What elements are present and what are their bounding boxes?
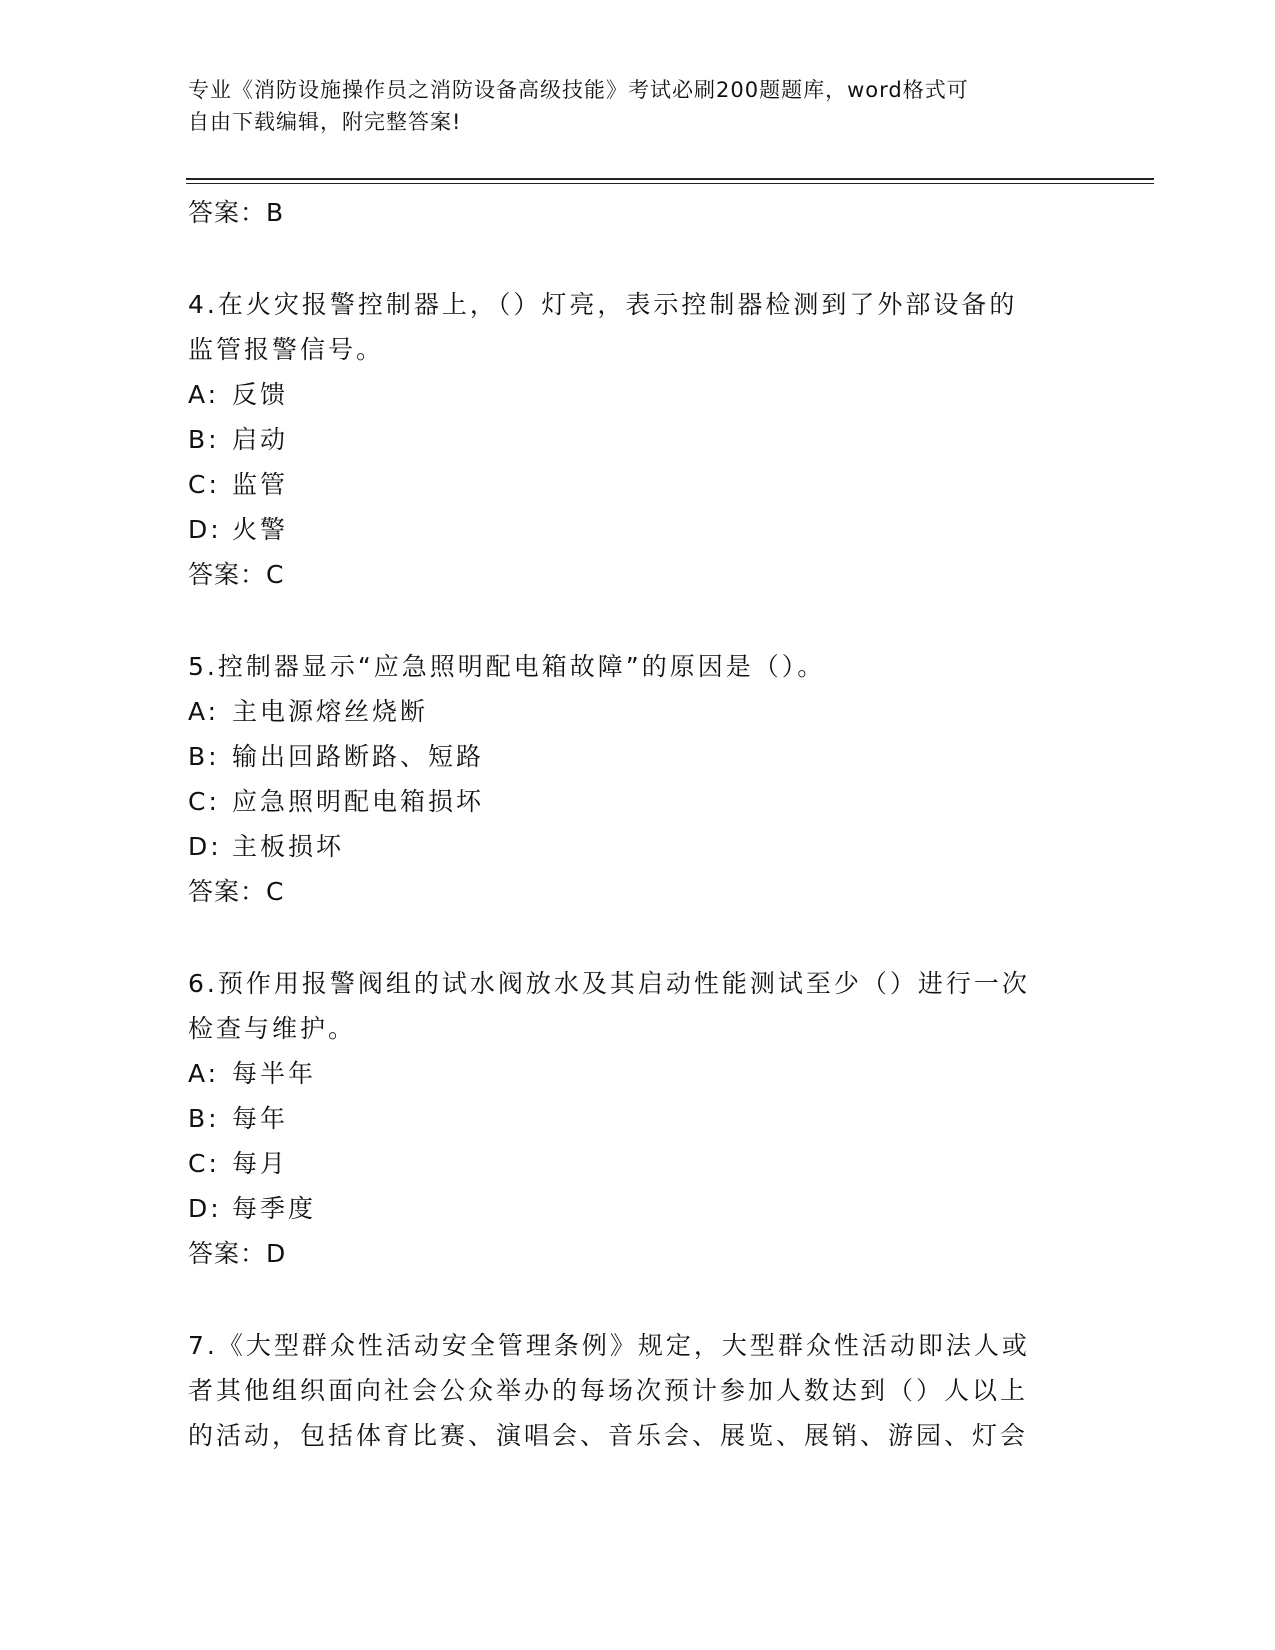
answer-line: 答案：B (188, 198, 285, 227)
option-c: C: 每月 (188, 1149, 289, 1178)
option-a: A: 反馈 (188, 380, 289, 409)
question-text-line: 者其他组织面向社会公众举办的每场次预计参加人数达到（）人以上 (188, 1376, 1029, 1405)
option-a: A: 每半年 (188, 1059, 317, 1088)
question-text-line: 的活动，包括体育比赛、演唱会、音乐会、展览、展销、游园、灯会 (188, 1421, 1029, 1450)
header-line-1: 专业《消防设施操作员之消防设备高级技能》考试必刷200题题库，word格式可 (188, 78, 969, 102)
question-block (188, 282, 1068, 598)
question-text-line: 检查与维护。 (188, 1014, 357, 1043)
question-block (188, 644, 1068, 915)
question-block (188, 1323, 1068, 1458)
question-text-line: 5.控制器显示“应急照明配电箱故障”的原因是（）。 (188, 652, 826, 681)
document-header (188, 74, 1068, 138)
header-rule-thin (186, 183, 1154, 184)
question-block (188, 961, 1068, 1277)
option-c: C: 监管 (188, 470, 289, 499)
question-text-line: 监管报警信号。 (188, 335, 385, 364)
answer-line: 答案：C (188, 877, 285, 906)
option-d: D: 主板损坏 (188, 832, 345, 861)
option-b: B: 输出回路断路、短路 (188, 742, 485, 771)
option-b: B: 每年 (188, 1104, 289, 1133)
question-text-line: 7.《大型群众性活动安全管理条例》规定，大型群众性活动即法人或 (188, 1331, 1030, 1360)
header-line-2: 自由下载编辑，附完整答案! (188, 110, 462, 134)
option-c: C: 应急照明配电箱损坏 (188, 787, 485, 816)
option-d: D: 火警 (188, 515, 289, 544)
question-list (188, 190, 1068, 1458)
question-text-line: 6.预作用报警阀组的试水阀放水及其启动性能测试至少（）进行一次 (188, 969, 1030, 998)
answer-line: 答案：D (188, 1239, 287, 1268)
header-rule-thick (186, 178, 1154, 180)
question-text-line: 4.在火灾报警控制器上，（）灯亮，表示控制器检测到了外部设备的 (188, 290, 1018, 319)
option-b: B: 启动 (188, 425, 289, 454)
option-a: A: 主电源熔丝烧断 (188, 697, 429, 726)
option-d: D: 每季度 (188, 1194, 317, 1223)
answer-line: 答案：C (188, 560, 285, 589)
